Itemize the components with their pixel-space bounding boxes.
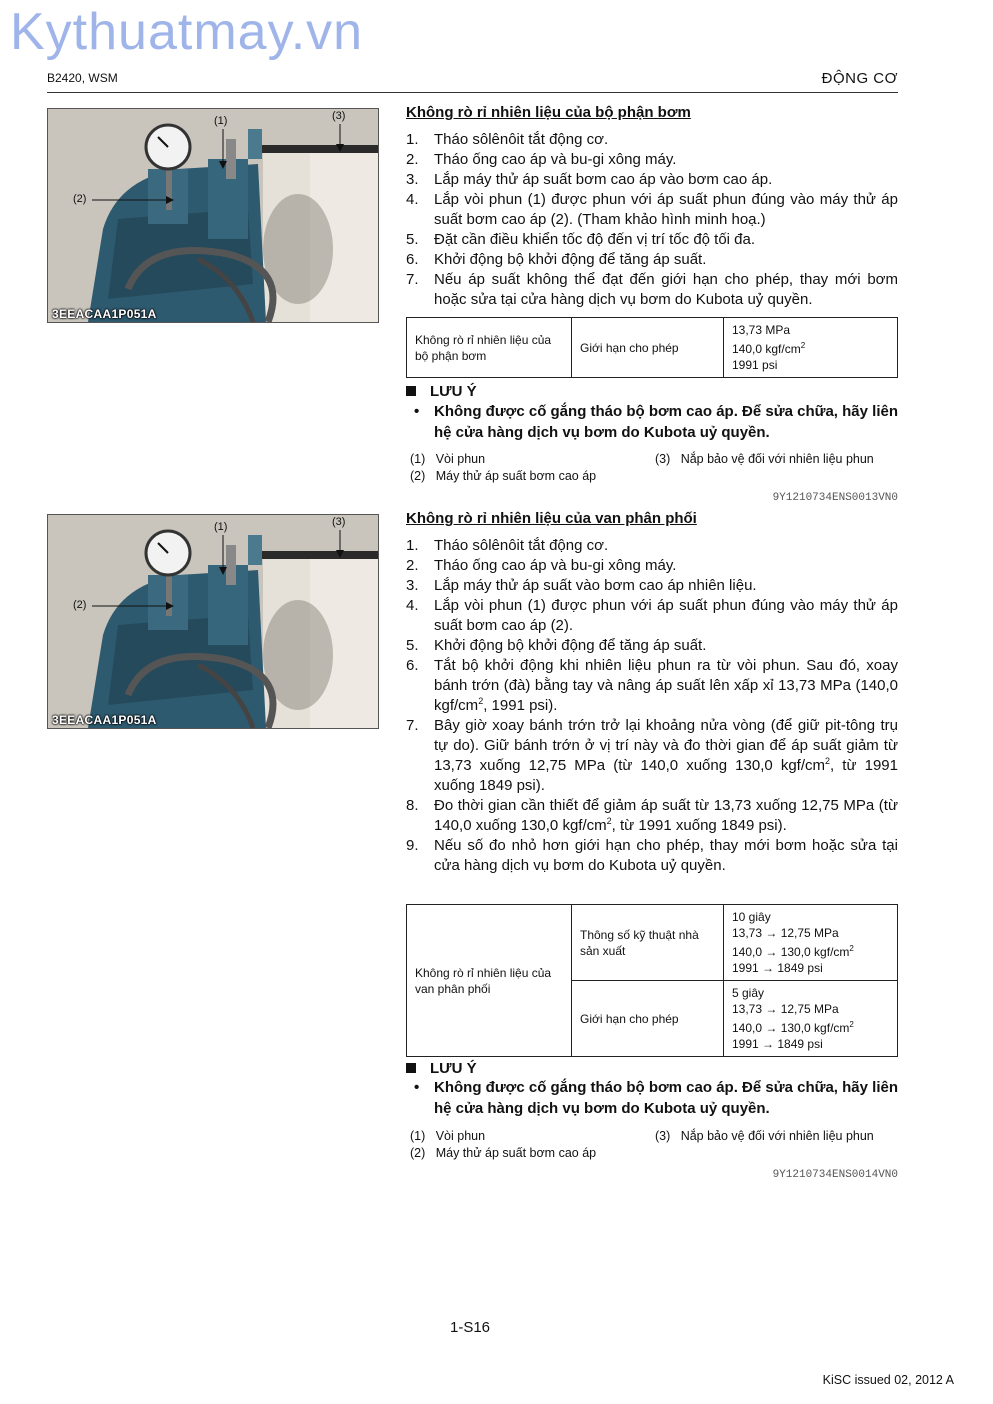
step-item: 9. Nếu số đo nhỏ hơn giới hạn cho phép, thay mới bơm hoặc sửa tại cửa hàng dịch vụ bơm do Kubota uỷ quyền. (406, 837, 898, 874)
square-bullet-icon (406, 1063, 416, 1073)
spec-param: Giới hạn cho phép (572, 318, 724, 378)
section-1-legend-3: (3) Nắp bảo vệ đối với nhiên liệu phun (655, 452, 874, 466)
section-2-legend-2: (2) Máy thử áp suất bơm cao áp (410, 1146, 597, 1160)
step-item: 7. Bây giờ xoay bánh trớn trở lại khoảng nửa vòng (để giữ pit-tông trụ tự do). Giữ bánh trớn ở vị trí này và đo thời gian để áp suất giảm từ 13,73 xuống 12,75 MPa (từ 140,0 xuống 130,0 kgf/$cm^2$, từ 1991 xuống 1849 psi). (406, 717, 898, 794)
figure-2-label-3: (3) (332, 516, 346, 528)
section-2-note-text: • Không được cố gắng tháo bộ bơm cao áp. Để sửa chữa, hãy liên hệ cửa hàng dịch vụ bơm do Kubota uỷ quyền. (414, 1079, 898, 1117)
section-1-doc-code: 9Y1210734ENS0013VN0 (772, 492, 898, 504)
spec-values: 10 giây 13,73 → 12,75 MPa 140,0 → 130,0 kgf/$cm^2$ 1991 → 1849 psi (724, 905, 898, 981)
section-1-note-title: LƯU Ý (406, 383, 477, 400)
step-item: 7. Nếu áp suất không thể đạt đến giới hạn cho phép, thay mới bơm hoặc sửa tại cửa hàng dịch vụ bơm do Kubota uỷ quyền. (406, 271, 898, 308)
figure-2-code: 3EEACAA1P051A (52, 713, 157, 727)
header-model: B2420, WSM (47, 71, 118, 85)
spec-values: 13,73 MPa 140,0 kgf/$cm^2$ 1991 psi (724, 318, 898, 378)
spec-values: 5 giây 13,73 → 12,75 MPa 140,0 → 130,0 kgf/$cm^2$ 1991 → 1849 psi (724, 981, 898, 1057)
step-item: 6. Tắt bộ khởi động khi nhiên liệu phun ra từ vòi phun. Sau đó, xoay bánh trớn (đà) bằng tay và nâng áp suất lên xấp xỉ 13,73 MPa (140,0 kgf/$cm^2$, 1991 psi). (406, 657, 898, 714)
section-1-legend-2: (2) Máy thử áp suất bơm cao áp (410, 469, 597, 483)
figure-1-label-1: (1) (214, 115, 228, 127)
figure-1-code: 3EEACAA1P051A (52, 307, 157, 321)
step-item: 5. Đặt cần điều khiển tốc độ đến vị trí tốc độ tối đa. (406, 231, 756, 248)
figure-1-label-2: (2) (73, 193, 87, 205)
step-item: 4. Lắp vòi phun (1) được phun với áp suất phun đúng vào máy thử áp suất bơm cao áp (2). (406, 597, 898, 634)
figure-2-leader-lines (48, 515, 378, 728)
section-2-title: Không rò rỉ nhiên liệu của van phân phối (406, 510, 697, 527)
section-2-note-title: LƯU Ý (406, 1060, 477, 1077)
spec-item: Không rò rỉ nhiên liệu của bộ phận bơm (407, 318, 572, 378)
section-1-steps (406, 130, 898, 310)
section-2-doc-code: 9Y1210734ENS0014VN0 (772, 1169, 898, 1181)
figure-1-leader-lines (48, 109, 378, 322)
step-item: 3. Lắp máy thử áp suất vào bơm cao áp nhiên liệu. (406, 577, 757, 594)
figure-1-photo (47, 108, 379, 323)
section-1-legend-1: (1) Vòi phun (410, 452, 486, 466)
section-1-spec-table (406, 317, 898, 378)
figure-1-label-3: (3) (332, 110, 346, 122)
section-2-spec-table (406, 904, 898, 1057)
section-2-steps (406, 536, 898, 876)
spec-item: Không rò rỉ nhiên liệu của van phân phối (407, 905, 572, 1057)
section-1-title: Không rò rỉ nhiên liệu của bộ phận bơm (406, 104, 691, 121)
square-bullet-icon (406, 386, 416, 396)
step-item: 8. Đo thời gian cần thiết để giảm áp suất từ 13,73 xuống 12,75 MPa (từ 140,0 xuống 130,0 kgf/$cm^2$, từ 1991 xuống 1849 psi). (406, 797, 898, 834)
step-item: 4. Lắp vòi phun (1) được phun với áp suất phun đúng vào máy thử áp suất bơm cao áp (2). (Tham khảo hình minh hoạ.) (406, 191, 898, 228)
section-2-legend-1: (1) Vòi phun (410, 1129, 486, 1143)
header-divider (47, 92, 898, 93)
spec-param: Thông số kỹ thuật nhà sản xuất (572, 905, 724, 981)
figure-2-label-1: (1) (214, 521, 228, 533)
page-number: 1-S16 (450, 1319, 491, 1336)
step-item: 1. Tháo sôlênôit tắt động cơ. (406, 131, 609, 148)
issue-info: KiSC issued 02, 2012 A (822, 1373, 954, 1387)
figure-2-photo (47, 514, 379, 729)
section-2-legend-3: (3) Nắp bảo vệ đối với nhiên liệu phun (655, 1129, 874, 1143)
step-item: 6. Khởi động bộ khởi động để tăng áp suất. (406, 251, 707, 268)
watermark: Kythuatmay.vn (10, 3, 364, 61)
section-1-note-text: • Không được cố gắng tháo bộ bơm cao áp. Để sửa chữa, hãy liên hệ cửa hàng dịch vụ bơm do Kubota uỷ quyền. (414, 403, 898, 441)
step-item: 2. Tháo ống cao áp và bu-gi xông máy. (406, 151, 677, 168)
spec-param: Giới hạn cho phép (572, 981, 724, 1057)
step-item: 1. Tháo sôlênôit tắt động cơ. (406, 537, 609, 554)
figure-2-label-2: (2) (73, 599, 87, 611)
step-item: 2. Tháo ống cao áp và bu-gi xông máy. (406, 557, 677, 574)
step-item: 3. Lắp máy thử áp suất bơm cao áp vào bơm cao áp. (406, 171, 773, 188)
header-chapter: ĐỘNG CƠ (821, 70, 898, 87)
step-item: 5. Khởi động bộ khởi động để tăng áp suất. (406, 637, 707, 654)
